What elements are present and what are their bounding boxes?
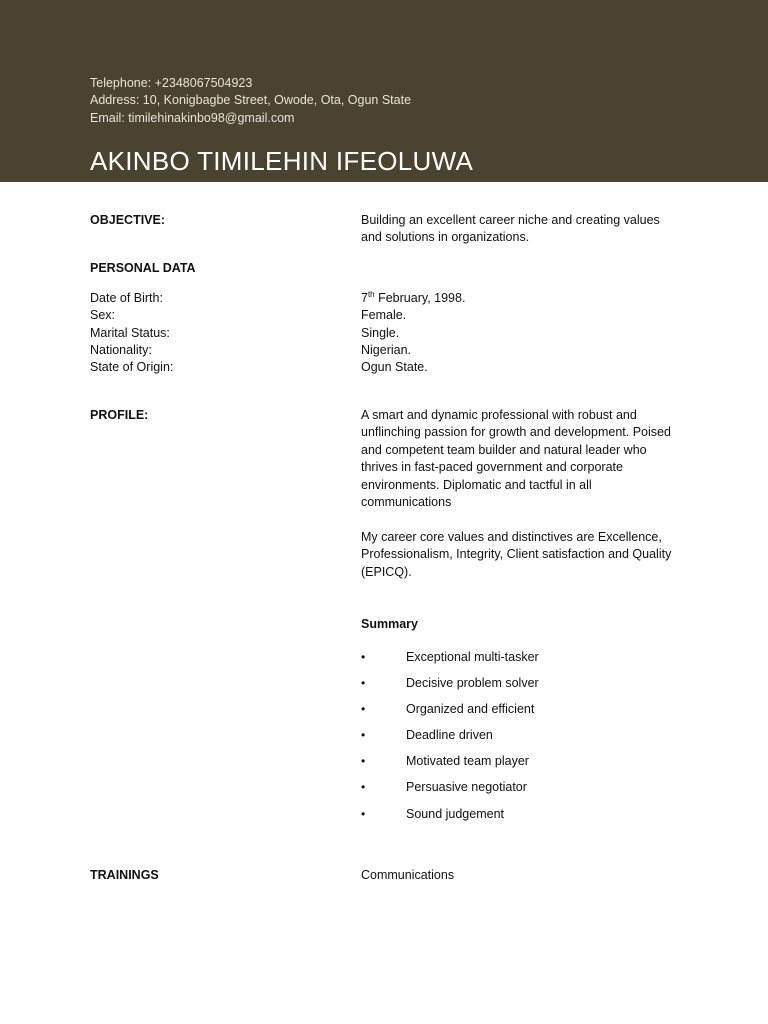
header-banner	[0, 0, 768, 182]
email-text: Email: timilehinakinbo98@gmail.com	[90, 110, 295, 125]
personal-data-labels	[90, 290, 173, 376]
dob-label: Date of Birth:	[90, 291, 163, 305]
dob-suffix: th	[367, 289, 375, 299]
trainings-label: TRAININGS	[90, 868, 159, 882]
personal-data-label: PERSONAL DATA	[90, 261, 196, 275]
summary-item-text: Persuasive negotiator	[406, 780, 527, 795]
dob-value	[361, 290, 465, 307]
list-item	[361, 754, 681, 780]
bullet-icon: •	[361, 702, 366, 717]
profile-paragraph-2: My career core values and distinctives are Excellence, Professionalism, Integrity, Client satisfaction and Quality (EPICQ).	[361, 530, 672, 579]
state-of-origin-label: State of Origin:	[90, 360, 174, 375]
bullet-icon: •	[361, 650, 366, 664]
list-item	[361, 728, 681, 754]
marital-status-value: Single.	[361, 325, 400, 340]
list-item	[361, 807, 681, 833]
list-item	[361, 676, 681, 702]
bullet-icon: •	[361, 806, 366, 821]
list-item	[361, 650, 681, 676]
state-of-origin-value: Ogun State.	[361, 360, 428, 375]
summary-item-text: Motivated team player	[406, 754, 529, 769]
trainings-value: Communications	[361, 868, 455, 882]
candidate-name: AKINBO TIMILEHIN IFEOLUWA	[90, 146, 474, 176]
summary-item-text: Exceptional multi-tasker	[406, 650, 539, 664]
summary-list	[361, 650, 681, 833]
address-text: Address: 10, Konigbagbe Street, Owode, Ota, Ogun State	[90, 93, 412, 108]
bullet-icon: •	[361, 676, 366, 691]
dob-day: 7	[361, 291, 368, 305]
personal-data-values	[361, 290, 465, 376]
objective-text: Building an excellent career niche and creating values and solutions in organizations.	[361, 213, 660, 245]
summary-item-text: Organized and efficient	[406, 702, 535, 717]
list-item	[361, 780, 681, 806]
summary-item-text: Sound judgement	[406, 806, 504, 821]
contact-info	[90, 75, 411, 127]
summary-title: Summary	[361, 617, 418, 631]
summary-item-text: Deadline driven	[406, 728, 493, 743]
dob-rest: February, 1998.	[374, 291, 466, 305]
nationality-value: Nigerian.	[361, 342, 412, 357]
profile-paragraph-1: A smart and dynamic professional with robust and unflinching passion for growth and development. Poised and competent team builder and natural leader who thrives in fast-paced government and corporate environments. Diplomatic and tactful in all communications	[361, 408, 671, 510]
bullet-icon: •	[361, 728, 366, 743]
sex-value: Female.	[361, 308, 407, 323]
profile-label: PROFILE:	[90, 408, 149, 422]
objective-label: OBJECTIVE:	[90, 213, 166, 227]
summary-item-text: Decisive problem solver	[406, 676, 539, 691]
sex-label: Sex:	[90, 308, 116, 323]
marital-status-label: Marital Status:	[90, 325, 170, 340]
bullet-icon: •	[361, 754, 366, 769]
nationality-label: Nationality:	[90, 342, 152, 357]
bullet-icon: •	[361, 780, 366, 795]
list-item	[361, 702, 681, 728]
telephone-text: Telephone: +2348067504923	[90, 76, 253, 90]
